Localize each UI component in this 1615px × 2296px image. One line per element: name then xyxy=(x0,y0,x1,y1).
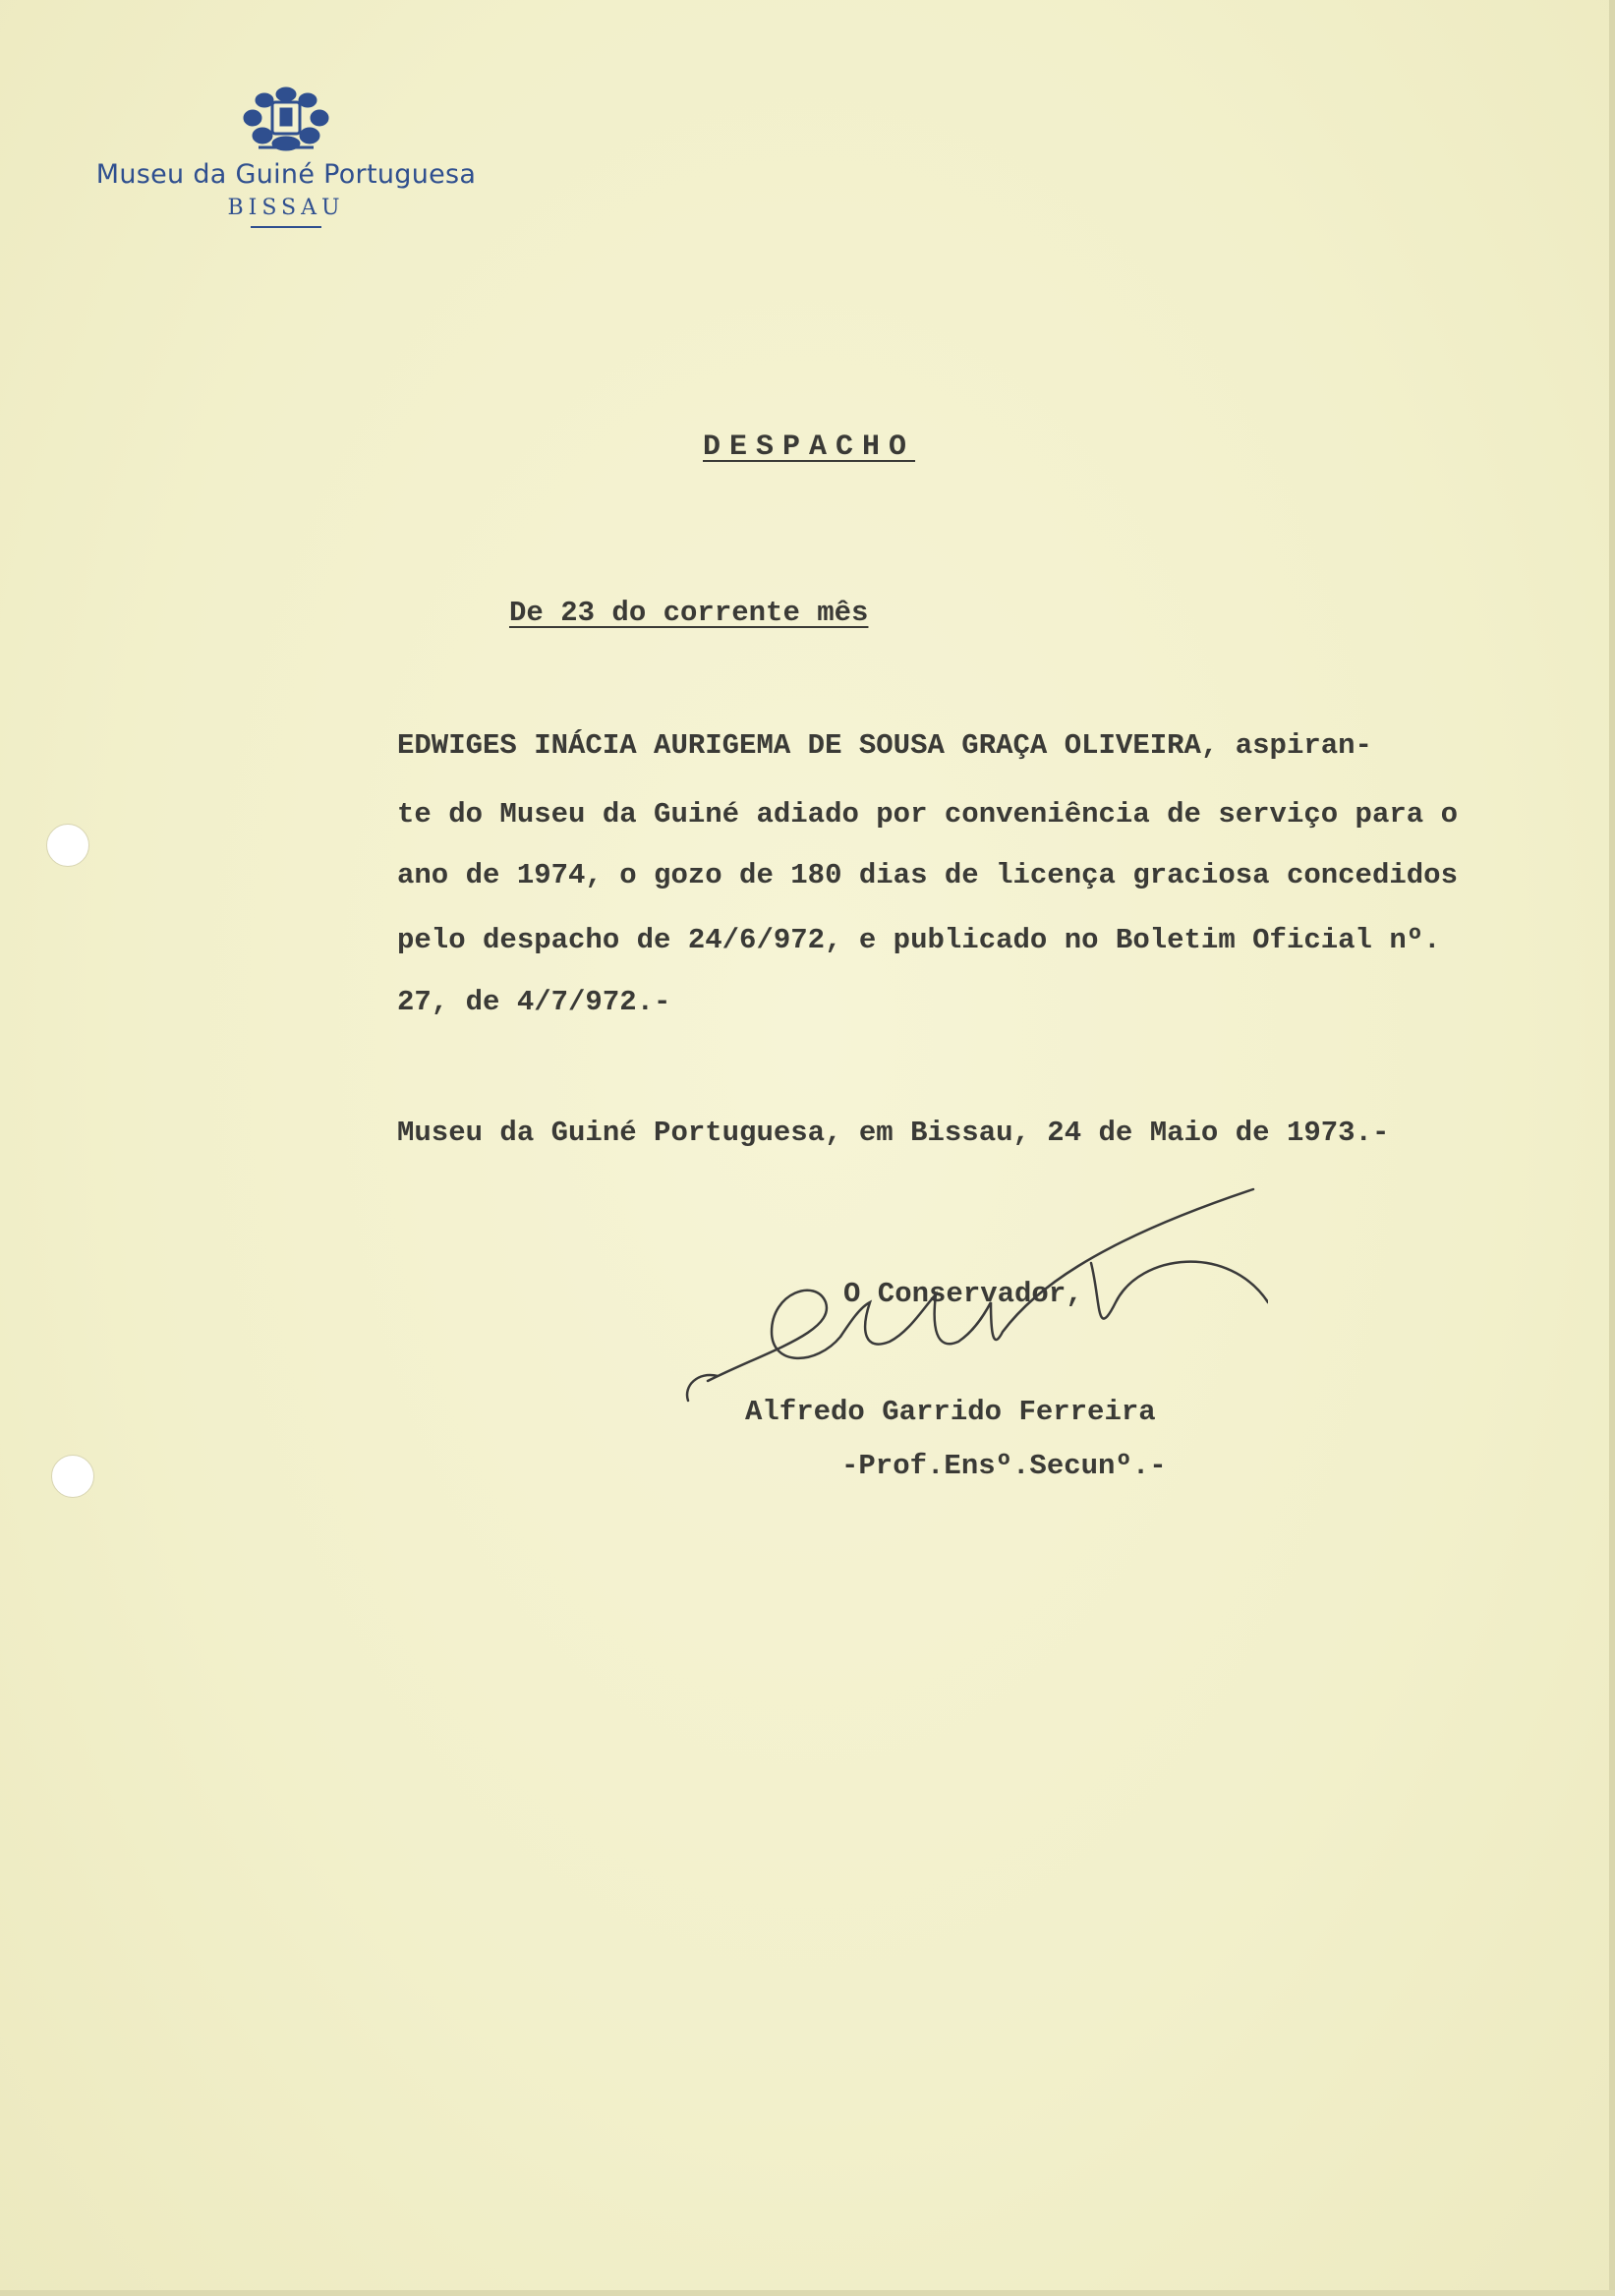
signatory-name: Alfredo Garrido Ferreira xyxy=(745,1396,1156,1428)
paper-edge-right xyxy=(1609,0,1615,2296)
body-line: ano de 1974, o gozo de 180 dias de licença graciosa concedidos xyxy=(397,859,1458,891)
body-line: EDWIGES INÁCIA AURIGEMA DE SOUSA GRAÇA OLIVEIRA, aspiran- xyxy=(397,729,1372,762)
place-and-date: Museu da Guiné Portuguesa, em Bissau, 24 de Maio de 1973.- xyxy=(397,1117,1390,1149)
institution-name: Museu da Guiné Portuguesa xyxy=(95,159,477,190)
punch-hole-bottom xyxy=(51,1455,94,1498)
city-underline xyxy=(251,226,321,228)
signatory-title: O Conservador, xyxy=(843,1278,1083,1310)
signatory-rank: -Prof.Ensº.Secunº.- xyxy=(841,1450,1167,1482)
letterhead xyxy=(75,79,497,228)
body-line: te do Museu da Guiné adiado por conveniência de serviço para o xyxy=(397,798,1458,831)
institution-city: BISSAU xyxy=(227,196,345,220)
paper-edge-bottom xyxy=(0,2290,1615,2296)
punch-hole-top xyxy=(46,824,89,867)
coat-of-arms-icon xyxy=(239,79,333,155)
date-line: De 23 do corrente mês xyxy=(509,597,869,629)
body-line: pelo despacho de 24/6/972, e publicado no Boletim Oficial nº. xyxy=(397,924,1441,956)
body-line: 27, de 4/7/972.- xyxy=(397,986,671,1018)
document-title: DESPACHO xyxy=(703,430,916,464)
